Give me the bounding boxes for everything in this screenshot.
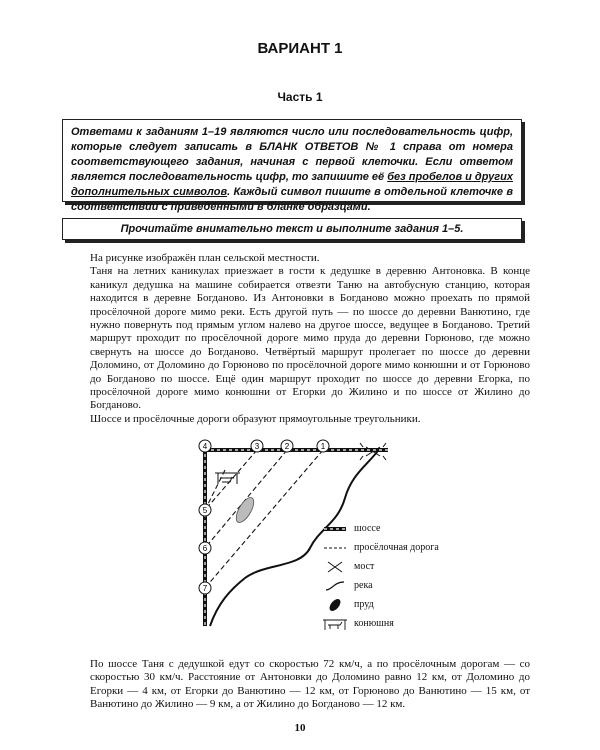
paragraph-routes: Таня на летних каникулах приезжает в гости к дедушке в деревню Антоновка. В конце каникул дедушка на машине собирается отвезти Таню на автобусную станцию, которая находится в деревне Богданово. Из Антоновки в Богданово можно проехать по прямой просёлочной дороге мимо реки. Есть другой путь — по шоссе до деревни Ванютино, где нужно повернуть под прямым углом налево на другое шоссе, ведущее в Богданово. Третий маршрут проходит по просёлочной дороге мимо пруда до деревни Горюново, где можно свернуть на шоссе до Богданово. Четвёртый маршрут пролегает по шоссе до деревни Доломино, от Доломино до Горюново по просёлочной дороге мимо конюшни и от Горюново до Богданово по шоссе. Ещё один маршрут проходит по шоссе до деревни Егорка, по просёлочной дороге мимо конюшни от Егорки до Жилино и по шоссе от Жилино до Богданово. bbox=[90, 265, 530, 412]
node-3-label: 3 bbox=[254, 442, 260, 451]
dirt-road-4-5 bbox=[205, 470, 225, 510]
node-1-label: 1 bbox=[320, 442, 326, 451]
legend-label: мост bbox=[354, 561, 375, 572]
legend-item-dirt-road bbox=[320, 541, 450, 555]
legend-label: река bbox=[354, 580, 373, 591]
node-7-label: 7 bbox=[202, 584, 208, 593]
node-4 bbox=[199, 440, 211, 452]
legend-item-pond bbox=[320, 598, 450, 612]
task-header: Прочитайте внимательно текст и выполните задания 1–5. bbox=[62, 218, 522, 240]
task-text bbox=[90, 252, 530, 426]
node-6-label: 6 bbox=[202, 544, 208, 553]
dirt-road-1-7 bbox=[202, 450, 323, 588]
bridge-icon bbox=[320, 560, 354, 574]
instructions-box bbox=[62, 119, 522, 213]
node-3 bbox=[251, 440, 263, 452]
node-2 bbox=[281, 440, 293, 452]
node-1 bbox=[317, 440, 329, 452]
stable-icon bbox=[320, 617, 354, 631]
speed-distance-text: По шоссе Таня с дедушкой едут со скоростью 72 км/ч, а по просёлочным дорогам — со скоростью 30 км/ч. Расстояние от Антоновки до Доломино равно 12 км, от Доломино до Егорки — 4 км, от Егорки до Ванютино — 12 км, от Горюново до Ванютино — 15 км, от Ванютино до Жилино — 9 км, а от Жилино до Богданово — 12 км. bbox=[90, 658, 530, 711]
variant-title: ВАРИАНТ 1 bbox=[257, 40, 343, 57]
node-7 bbox=[199, 582, 211, 594]
legend-item-river bbox=[320, 579, 450, 593]
dirt-road-icon bbox=[320, 541, 354, 555]
page-number: 10 bbox=[294, 722, 306, 734]
node-2-label: 2 bbox=[284, 442, 290, 451]
legend-label: просёлочная дорога bbox=[354, 542, 439, 553]
river-icon bbox=[320, 579, 354, 593]
legend-item-stable bbox=[320, 617, 450, 631]
node-5 bbox=[199, 504, 211, 516]
instructions-underlined: без пробелов и других дополнительных символов bbox=[71, 171, 513, 198]
legend-label: пруд bbox=[354, 599, 374, 610]
node-6 bbox=[199, 542, 211, 554]
legend-label: шоссе bbox=[354, 523, 381, 534]
node-4-label: 4 bbox=[202, 442, 208, 451]
instructions-text-1: Ответами к заданиям 1–19 являются число или последовательность цифр, которые следует записать в БЛАНК ОТВЕТОВ № 1 справа от номера соответствующего задания, начиная с первой клеточки. Если ответом является последовательность цифр, то запишите её bbox=[71, 126, 513, 183]
highway-icon bbox=[320, 522, 354, 536]
part-title: Часть 1 bbox=[277, 90, 323, 104]
legend-item-highway bbox=[320, 522, 450, 536]
pond-icon bbox=[320, 598, 354, 612]
legend-label: конюшня bbox=[354, 618, 394, 629]
paragraph-intro: На рисунке изображён план сельской местности. bbox=[90, 252, 320, 264]
instructions-text-2: . Каждый символ пишите в отдельной клеточке в соответствии с приведёнными в бланке образцами. bbox=[71, 186, 514, 213]
paragraph-triangles: Шоссе и просёлочные дороги образуют прямоугольные треугольники. bbox=[90, 412, 421, 425]
legend-item-bridge bbox=[320, 560, 450, 574]
dirt-road-2-6 bbox=[202, 450, 287, 548]
node-5-label: 5 bbox=[202, 506, 208, 515]
